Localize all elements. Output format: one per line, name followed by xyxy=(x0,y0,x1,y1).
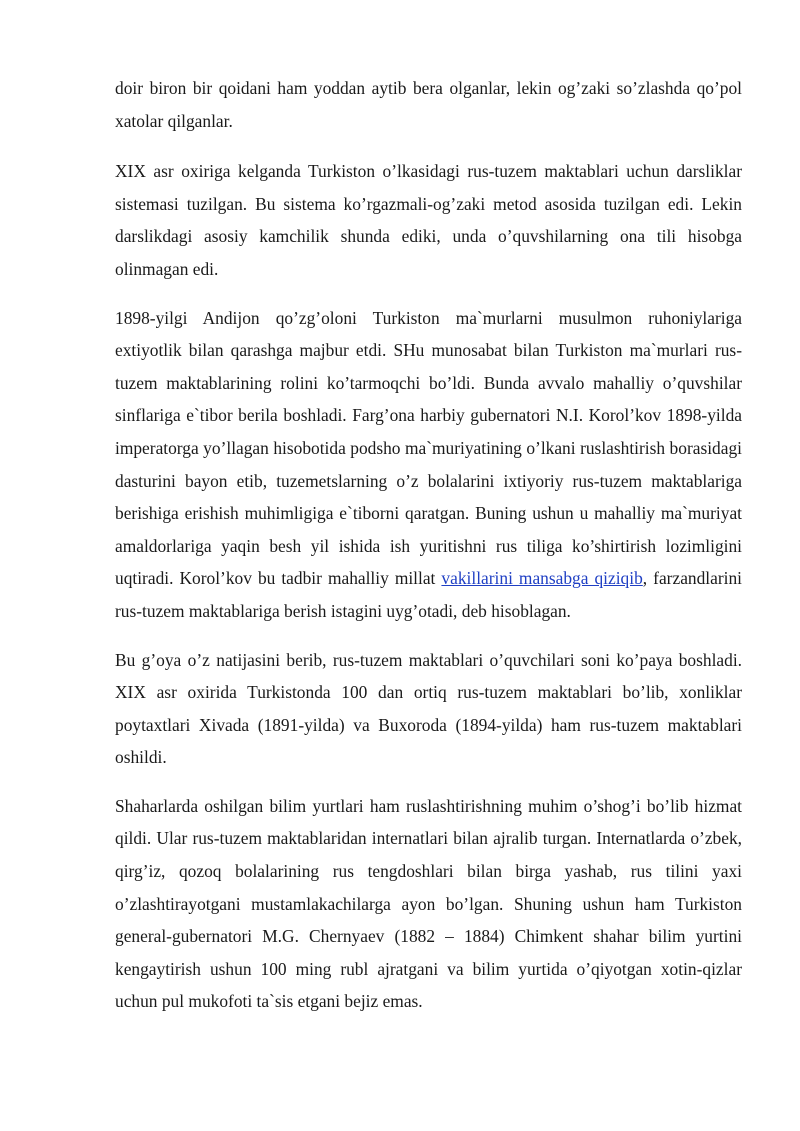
paragraph-3-text-end: , farzandlarini rus-tuzem maktablariga berish istagini uyg’otadi, deb hisoblagan. xyxy=(115,568,742,621)
paragraph-5: Shaharlarda oshilgan bilim yurtlari ham ruslashtirishning muhim o’shog’i bo’lib hizmat qildi. Ular rus-tuzem maktablaridan internatlari bilan ajralib turgan. Internatlarda o’zbek, qirg’iz, qozoq bolalarining rus tengdoshlari bilan birga yashab, rus tilini yaxi o’zlashtirayotgani mustamlakachilarga ayon bo’lgan. Shuning ushun ham Turkiston general-gubernatori M.G. Chernyaev (1882 – 1884) Chimkent shahar bilim yurtini kengaytirish ushun 100 ming rubl ajratgani va bilim yurtida o’qiyotgan xotin-qizlar uchun pul mukofoti ta`sis etgani bejiz emas. xyxy=(115,795,742,1012)
paragraph-4: Bu g’oya o’z natijasini berib, rus-tuzem maktablari o’quvchilari soni ko’paya boshladi. XIX asr oxirida Turkistonda 100 dan ortiq rus-tuzem maktablari bo’lib, xonliklar poytaxtlari Xivada (1891-yilda) va Buxoroda (1894-yilda) ham rus-tuzem maktablari oshildi. xyxy=(115,649,742,768)
document-page xyxy=(115,72,742,1034)
paragraph-2: XIX asr oxiriga kelganda Turkiston o’lkasidagi rus-tuzem maktablari uchun darsliklar sistemasi tuzilgan. Bu sistema ko’rgazmali-og’zaki metod asosida tuzilgan edi. Lekin darslikdagi asosiy kamchilik shunda ediki, unda o’quvshilarning ona tili hisobga olinmagan edi. xyxy=(115,161,742,279)
paragraph-1: doir biron bir qoidani ham yoddan aytib bera olganlar, lekin og’zaki so’zlashda qo’pol xatolar qilganlar. xyxy=(115,78,742,131)
paragraph-3 xyxy=(115,302,742,628)
paragraph-3-text-start: 1898-yilgi Andijon qo’zg’oloni Turkiston ma`murlarni musulmon ruhoniylariga extiyotlik bilan qarashga majbur etdi. SHu munosabat bilan Turkiston ma`murlari rus-tuzem maktablarining rolini ko’tarmoqchi bo’ldi. Bunda avvalo mahalliy o’quvshilar sinflariga e`tibor berila boshladi. Farg’ona harbiy gubernatori N.I. Korol’kov 1898-yilda imperatorga yo’llagan hisobotida podsho ma`muriyatining o’lkani ruslashtirish borasidagi dasturini bayon etib, tuzemetslarning o’z bolalarini ixtiyoriy rus-tuzem maktablariga berishiga erishish muhimligiga e`tiborni qaratgan. Buning ushun u mahalliy ma`muriyat amaldorlariga yaqin besh yil ishida ish yuritishni rus tiliga ko’shirtirish lozimligini uqtiradi. Korol’kov bu tadbir mahalliy millat xyxy=(115,307,742,589)
inline-hyperlink[interactable]: vakillarini mansabga qiziqib xyxy=(441,568,643,589)
